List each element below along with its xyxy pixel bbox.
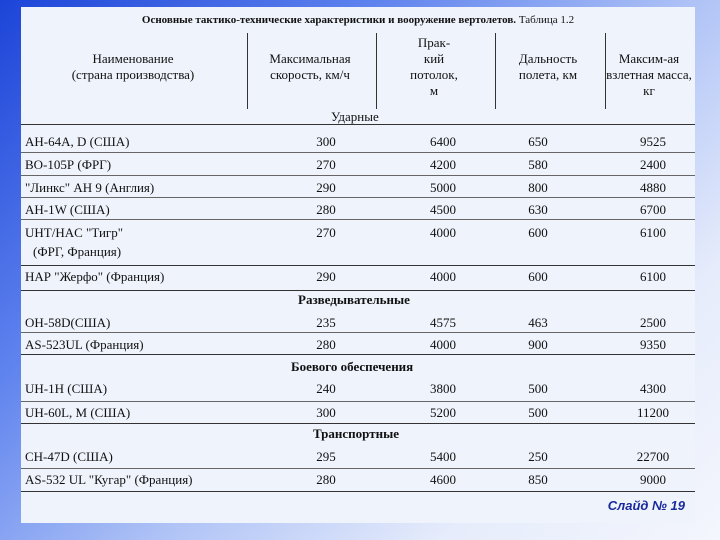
cell-name-line2: (ФРГ, Франция) bbox=[33, 244, 122, 259]
header-ceiling: Прак- кий потолок, м bbox=[410, 35, 458, 98]
cell-ceiling: 5200 bbox=[430, 405, 456, 420]
cell-ceiling: 4000 bbox=[430, 337, 456, 352]
cell-speed: 280 bbox=[316, 472, 336, 487]
table-rule bbox=[21, 152, 695, 153]
cell-ceiling: 5400 bbox=[430, 449, 456, 464]
cell-speed: 240 bbox=[316, 381, 336, 396]
table-rule bbox=[21, 219, 695, 220]
cell-range: 850 bbox=[528, 472, 548, 487]
cell-mass: 6100 bbox=[640, 225, 666, 240]
cell-speed: 290 bbox=[316, 269, 336, 284]
table-rule bbox=[21, 354, 695, 355]
table-rule bbox=[21, 197, 695, 198]
table-rule bbox=[21, 290, 695, 291]
cell-range: 630 bbox=[528, 202, 548, 217]
cell-ceiling: 4000 bbox=[430, 225, 456, 240]
header-speed: Максимальная скорость, км/ч bbox=[269, 51, 351, 82]
header-divider bbox=[495, 33, 496, 109]
cell-name: OH-58D(США) bbox=[25, 315, 111, 330]
table-rule bbox=[21, 332, 695, 333]
section-title: Ударные bbox=[331, 109, 379, 124]
cell-name: UH-60L, M (США) bbox=[25, 405, 131, 420]
caption-title: Основные тактико-технические характеристики и вооружение вертолетов. bbox=[141, 14, 517, 26]
section-title: Транспортные bbox=[313, 426, 400, 441]
cell-name: АН-64А, D (США) bbox=[25, 134, 130, 149]
caption-table-number: Таблица 1.2 bbox=[518, 14, 575, 26]
cell-ceiling: 4600 bbox=[430, 472, 456, 487]
cell-ceiling: 3800 bbox=[430, 381, 456, 396]
table-rule bbox=[21, 491, 695, 492]
cell-range: 600 bbox=[528, 225, 548, 240]
cell-mass: 9000 bbox=[640, 472, 666, 487]
cell-mass: 9350 bbox=[640, 337, 666, 352]
cell-name: "Линкс" АН 9 (Англия) bbox=[25, 180, 155, 195]
slide bbox=[21, 7, 695, 523]
cell-speed: 290 bbox=[316, 180, 336, 195]
header-name: Наименование (страна производства) bbox=[71, 51, 195, 82]
cell-mass: 22700 bbox=[636, 449, 670, 464]
cell-name: AS-532 UL "Кугар" (Франция) bbox=[25, 472, 193, 487]
table-rule bbox=[21, 265, 695, 266]
cell-speed: 300 bbox=[316, 134, 336, 149]
cell-speed: 280 bbox=[316, 337, 336, 352]
cell-mass: 6700 bbox=[640, 202, 666, 217]
cell-speed: 295 bbox=[316, 449, 336, 464]
cell-range: 463 bbox=[528, 315, 548, 330]
cell-ceiling: 4575 bbox=[430, 315, 456, 330]
cell-range: 500 bbox=[528, 381, 548, 396]
cell-mass: 4880 bbox=[640, 180, 666, 195]
slide-number: Слайд № 19 bbox=[607, 498, 685, 513]
cell-range: 250 bbox=[528, 449, 548, 464]
cell-ceiling: 4000 bbox=[430, 269, 456, 284]
table-rule bbox=[21, 468, 695, 469]
section-title: Разведывательные bbox=[298, 292, 410, 307]
header-mass: Максим-ая взлетная масса, кг bbox=[606, 51, 692, 98]
cell-name: UHT/HAC "Тигр" bbox=[25, 225, 124, 240]
cell-ceiling: 4200 bbox=[430, 157, 456, 172]
cell-mass: 2500 bbox=[640, 315, 666, 330]
cell-name: НАР "Жерфо" (Франция) bbox=[25, 269, 165, 284]
cell-speed: 300 bbox=[316, 405, 336, 420]
cell-name: AH-1W (США) bbox=[25, 202, 110, 217]
cell-range: 580 bbox=[528, 157, 548, 172]
header-divider bbox=[376, 33, 377, 109]
cell-mass: 11200 bbox=[636, 405, 670, 420]
cell-mass: 4300 bbox=[640, 381, 666, 396]
cell-range: 800 bbox=[528, 180, 548, 195]
cell-speed: 270 bbox=[316, 157, 336, 172]
cell-range: 650 bbox=[528, 134, 548, 149]
cell-ceiling: 4500 bbox=[430, 202, 456, 217]
cell-speed: 270 bbox=[316, 225, 336, 240]
cell-mass: 2400 bbox=[640, 157, 666, 172]
cell-speed: 235 bbox=[316, 315, 336, 330]
cell-name: ВО-105Р (ФРГ) bbox=[25, 157, 112, 172]
table-rule bbox=[21, 124, 695, 125]
table-caption bbox=[21, 14, 695, 26]
cell-ceiling: 5000 bbox=[430, 180, 456, 195]
cell-mass: 9525 bbox=[640, 134, 666, 149]
section-title: Боевого обеспечения bbox=[291, 359, 414, 374]
cell-name: AS-523UL (Франция) bbox=[25, 337, 144, 352]
header-divider bbox=[247, 33, 248, 109]
cell-range: 500 bbox=[528, 405, 548, 420]
table-rule bbox=[21, 423, 695, 424]
cell-speed: 280 bbox=[316, 202, 336, 217]
cell-ceiling: 6400 bbox=[430, 134, 456, 149]
cell-range: 600 bbox=[528, 269, 548, 284]
table-rule bbox=[21, 401, 695, 402]
cell-name: UH-1H (США) bbox=[25, 381, 108, 396]
header-range: Дальность полета, км bbox=[518, 51, 578, 82]
cell-range: 900 bbox=[528, 337, 548, 352]
cell-mass: 6100 bbox=[640, 269, 666, 284]
table-rule bbox=[21, 175, 695, 176]
header-divider bbox=[605, 33, 606, 109]
cell-name: CH-47D (США) bbox=[25, 449, 113, 464]
